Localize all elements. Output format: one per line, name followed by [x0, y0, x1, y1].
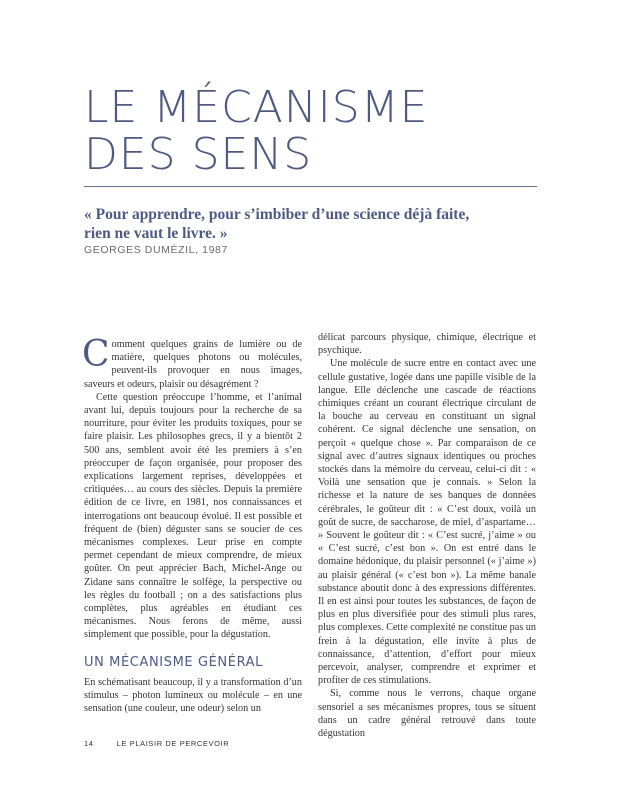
- chapter-title: [84, 84, 544, 178]
- epigraph-line-2: rien ne vaut le livre. »: [84, 225, 228, 242]
- body-paragraph: Si, comme nous le verrons, chaque organe sensoriel a ses mécanismes propres, tous se situent dans un cadre général retrouvé dans toute dégustation: [318, 688, 536, 740]
- running-title: LE PLAISIR DE PERCEVOIR: [116, 739, 230, 748]
- section-heading: UN MÉCANISME GÉNÉRAL: [84, 654, 264, 670]
- body-paragraph: En schématisant beaucoup, il y a transformation d’un stimulus – photon lumineux ou molécule – en une sensation (une couleur, une odeur) selon un: [84, 676, 302, 715]
- text-column-right: [318, 331, 536, 740]
- page-footer: [84, 739, 229, 748]
- intro-text: omment quelques grains de lumière ou de matière, quelques photons ou molécules, peuvent-ils provoquer en nous images, saveurs et odeurs, plaisir ou désagrément ?: [84, 339, 302, 390]
- body-paragraph: Une molécule de sucre entre en contact avec une cellule gustative, logée dans une papille visible de la langue. Elle déclenche une cascade de réactions chimiques créant un courant électrique circulant de la bouche au cerveau en constituant un signal cohérent. Ce signal déclenche une sensation, on perçoit « quelque chose ». Par comparaison de ce signal avec d’autres signaux identiques ou proches stockés dans la mémoire du cerveau, celui-ci dit : « Voilà une sensation que je connais. » Selon la richesse et la nature de ses banques de données cérébrales, le goûteur dit : « C’est doux, voilà un goût de sucre, de saccharose, de miel, d’aspartame… » Souvent le goûteur dit : « C’est sucré, j’aime » ou « C’est sucré, c’est bon ». On est entré dans le domaine hédonique, du plaisir personnel (« j’aime ») au plaisir général (« c’est bon »). La même banale substance aboutit donc à des expressions différentes. Il en est ainsi pour toutes les substances, de façon de plus en plus diversifiée pour des stimuli plus rares, plus complexes. Cette complexité ne constitue pas un frein à la dégustation, elle invite à plus de connaissance, d’attention, d’effort pour mieux percevoir, analyser, comprendre et exprimer et profiter de ces stimulations.: [318, 358, 536, 687]
- title-divider: [84, 186, 537, 187]
- epigraph-author: GEORGES DUMÉZIL, 1987: [84, 244, 228, 256]
- chapter-title-line-2: DES SENS: [84, 129, 313, 180]
- drop-cap: C: [82, 334, 110, 375]
- epigraph-line-1: « Pour apprendre, pour s’imbiber d’une science déjà faite,: [84, 206, 470, 223]
- body-paragraph: délicat parcours physique, chimique, électrique et psychique.: [318, 332, 536, 357]
- intro-paragraph: [82, 334, 302, 391]
- epigraph-quote: [84, 205, 544, 243]
- text-column-left: [82, 334, 302, 715]
- body-paragraph: Cette question préoccupe l’homme, et l’animal avant lui, depuis toujours pour la recherche de sa nourriture, pour éviter les produits toxiques, pour se faire plaisir. Les philosophes grecs, il y a bientôt 2 500 ans, semblent avoir été les premiers à s’en préoccuper de façon organisée, pour proposer des explications largement reprises, développées et critiquées… au cours des siècles. Depuis la première édition de ce livre, en 1981, nos connaissances et interrogations ont beaucoup évolué. Il est possible et fréquent de (bien) déguster sans se soucier de ces mécanismes complexes. Leur prise en compte permet cependant de mieux comprendre, de mieux goûter. On peut apprécier Bach, Michel-Ange ou Zidane sans connaître le solfège, la perspective ou les règles du football ; on a des satisfactions plus complètes, plus agréables en étudiant ces mécanismes. Nous ferons de même, aussi simplement que possible, pour la dégustation.: [84, 391, 302, 641]
- page-number: 14: [84, 739, 94, 748]
- chapter-title-line-1: LE MÉCANISME: [84, 82, 429, 133]
